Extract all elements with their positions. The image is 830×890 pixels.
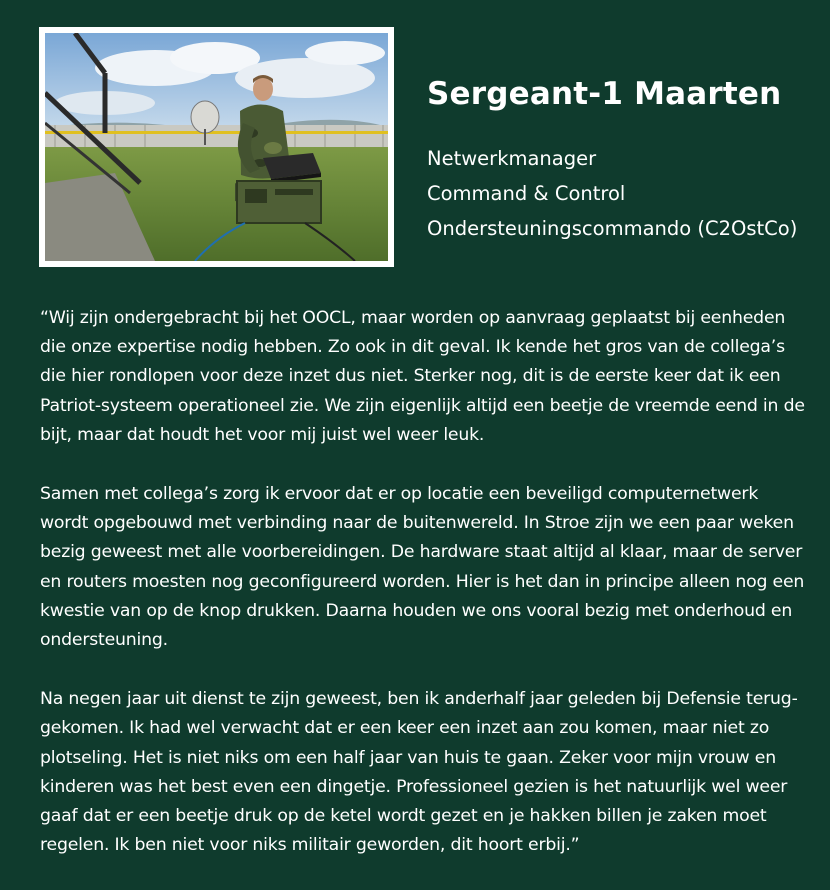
profile-photo-frame — [39, 27, 394, 267]
role-job-title: Netwerkmanager — [427, 147, 597, 170]
quote-paragraph: Samen met collega’s zorg ik ervoor dat er op locatie een beveiligd computernetwerk wordt opgebouwd met verbinding naar de buitenwereld. In Stroe zijn we een paar weken bezig geweest met alle voorbereidingen. De hardware staat altijd al klaar, maar de server en routers moesten nog geconfigureerd worden. Hier is het dan in principe alleen nog een kwestie van op de knop drukken. Daarna houden we ons vooral bezig met onderhoud en ondersteuning. — [40, 484, 805, 651]
person-name: Sergeant-1 Maarten — [427, 76, 782, 112]
profile-header — [427, 74, 822, 246]
role-unit: Ondersteuningscommando (C2OstCo) — [427, 217, 798, 240]
role-branch: Command & Control — [427, 182, 626, 205]
quote-paragraph: “Wij zijn ondergebracht bij het OOCL, maar worden op aanvraag geplaatst bij eenheden die onze expertise nodig hebben. Zo ook in dit geval. Ik kende het gros van de collega’s die hier rondlopen voor deze inzet dus niet. Sterker nog, dit is de eerste keer dat ik een Patriot-systeem operationeel zie. We zijn eigenlijk altijd een beetje de vreemde eend in de bijt, maar dat houdt het voor mij juist wel weer leuk. — [40, 308, 805, 445]
profile-photo — [45, 33, 388, 261]
quote-paragraph: Na negen jaar uit dienst te zijn geweest, ben ik anderhalf jaar geleden bij Defensie terug-gekomen. Ik had wel verwacht dat er een keer een inzet aan zou komen, maar niet zo plotseling. Het is niet niks om een half jaar van huis te gaan. Zeker voor mijn vrouw en kinderen was het best even een dingetje. Professioneel gezien is het natuurlijk wel weer gaaf dat er een beetje druk op de ketel wordt gezet en je hakken billen je zaken moet regelen. Ik ben niet voor niks militair geworden, dit hoort erbij.” — [40, 689, 798, 856]
role-list — [427, 141, 822, 246]
quote-body — [40, 304, 810, 890]
